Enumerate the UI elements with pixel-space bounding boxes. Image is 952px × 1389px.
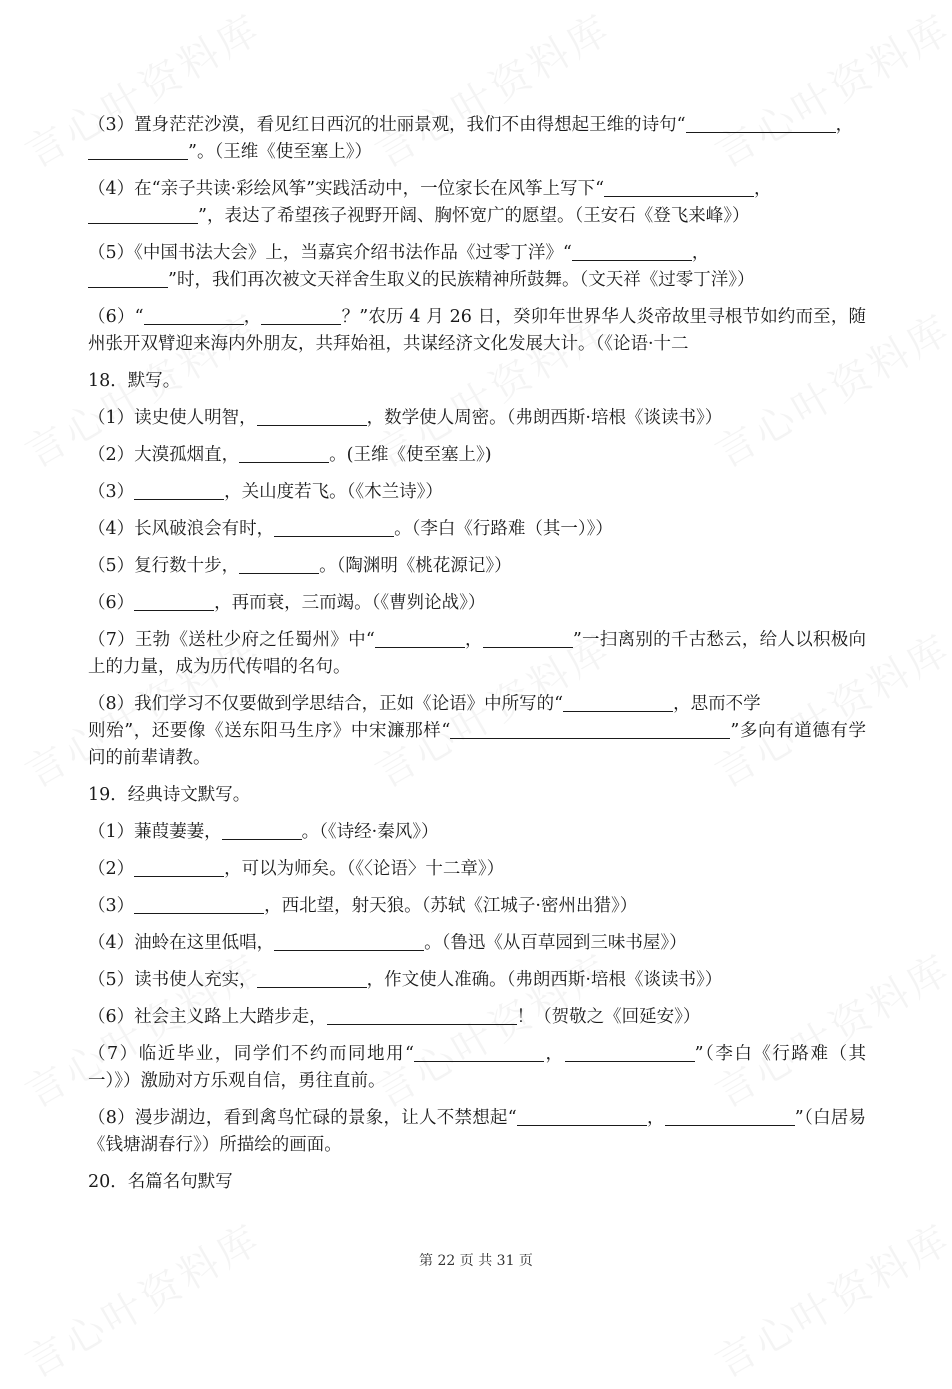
answer-blank[interactable]: [144, 306, 244, 325]
answer-blank[interactable]: [134, 895, 264, 914]
watermark: [703, 1208, 952, 1389]
q20-title: 20．名篇名句默写: [88, 1172, 233, 1192]
q18-item-8: （8）我们学习不仅要做到学思结合，正如《论语》中所写的“ ，思而不学 则殆”，还要像《送东阳马生序》中宋濂那样“ ”多向有道德有学问的前辈请教。: [88, 694, 866, 768]
q17-item-6: （6）“ ， ？”农历 4 月 26 日，癸卯年世界华人炎帝故里寻根节如约而至，随州张开双臂迎来海内外朋友，共拜始祖，共谋经济文化发展大计。（《论语·十二: [88, 307, 866, 354]
q18-item-1: （1）读史使人明智， ，数学使人周密。（弗朗西斯·培根《谈读书》）: [88, 408, 723, 428]
q18-item-4: （4）长风破浪会有时， 。（李白《行路难（其一）》）: [88, 519, 613, 539]
answer-blank[interactable]: [274, 932, 424, 951]
answer-blank[interactable]: [257, 969, 367, 988]
answer-blank[interactable]: [686, 114, 836, 133]
answer-blank[interactable]: [257, 407, 367, 426]
watermark: [13, 1208, 270, 1389]
answer-blank[interactable]: [134, 858, 224, 877]
q19-item-2: （2） ，可以为师矣。（《〈论语〉十二章》）: [88, 859, 505, 879]
answer-blank[interactable]: [565, 1043, 695, 1062]
answer-blank[interactable]: [517, 1107, 647, 1126]
answer-blank[interactable]: [134, 481, 224, 500]
answer-blank[interactable]: [665, 1107, 795, 1126]
q19-item-5: （5）读书使人充实， ，作文使人准确。（弗朗西斯·培根《谈读书》）: [88, 970, 723, 990]
answer-blank[interactable]: [604, 178, 754, 197]
q17-item-3: （3）置身茫茫沙漠，看见红日西沉的壮丽景观，我们不由得想起王维的诗句“ ， ”。（王维《使至塞上》）: [88, 115, 854, 162]
q17-item-5: （5）《中国书法大会》上，当嘉宾介绍书法作品《过零丁洋》“ ， ”时，我们再次被文天祥舍生取义的民族精神所鼓舞。（文天祥《过零丁洋》）: [88, 243, 755, 290]
answer-blank[interactable]: [563, 693, 673, 712]
q19-item-3: （3） ，西北望，射天狼。（苏轼《江城子·密州出猎》）: [88, 896, 638, 916]
answer-blank[interactable]: [222, 821, 302, 840]
q18-item-5: （5）复行数十步， 。（陶渊明《桃花源记》）: [88, 556, 512, 576]
document-body: [88, 112, 866, 1206]
page-footer: 第 22 页 共 31 页: [419, 1253, 533, 1269]
answer-blank[interactable]: [239, 444, 329, 463]
q18-item-2: （2）大漠孤烟直， 。(王维《使至塞上》): [88, 445, 492, 465]
q19-item-4: （4）油蛉在这里低唱， 。（鲁迅《从百草园到三味书屋》）: [88, 933, 687, 953]
answer-blank[interactable]: [327, 1006, 517, 1025]
answer-blank[interactable]: [88, 205, 198, 224]
q19-item-6: （6）社会主义路上大踏步走， ！（贺敬之《回延安》）: [88, 1007, 701, 1027]
answer-blank[interactable]: [414, 1043, 544, 1062]
q18-item-7: （7）王勃《送杜少府之任蜀州》中“ ， ”一扫离别的千古愁云，给人以积极向上的力量，成为历代传唱的名句。: [88, 630, 866, 677]
answer-blank[interactable]: [88, 269, 168, 288]
answer-blank[interactable]: [134, 592, 214, 611]
q19-item-7: （7）临近毕业，同学们不约而同地用“ ， ”（李白《行路难（其一）》）激励对方乐观自信，勇往直前。: [88, 1044, 867, 1091]
q19-item-1: （1）蒹葭萋萋， 。（《诗经·秦风》）: [88, 822, 439, 842]
answer-blank[interactable]: [274, 518, 394, 537]
q19-title: 19．经典诗文默写。: [88, 785, 251, 805]
answer-blank[interactable]: [483, 629, 573, 648]
q17-item-4: （4）在“亲子共读·彩绘风筝”实践活动中，一位家长在风筝上写下“ ， ”，表达了希望孩子视野开阔、胸怀宽广的愿望。（王安石《登飞来峰》）: [88, 179, 772, 226]
answer-blank[interactable]: [572, 242, 692, 261]
answer-blank[interactable]: [375, 629, 465, 648]
answer-blank[interactable]: [261, 306, 341, 325]
q18-item-3: （3） ，关山度若飞。（《木兰诗》）: [88, 482, 443, 502]
q18-title: 18．默写。: [88, 371, 181, 391]
answer-blank[interactable]: [239, 555, 319, 574]
answer-blank[interactable]: [88, 141, 188, 160]
q18-item-6: （6） ，再而衰，三而竭。（《曹刿论战》）: [88, 593, 486, 613]
q19-item-8: （8）漫步湖边，看到禽鸟忙碌的景象，让人不禁想起“ ， ”（白居易《钱塘湖春行》）所描绘的画面。: [88, 1108, 866, 1155]
answer-blank[interactable]: [450, 720, 730, 739]
